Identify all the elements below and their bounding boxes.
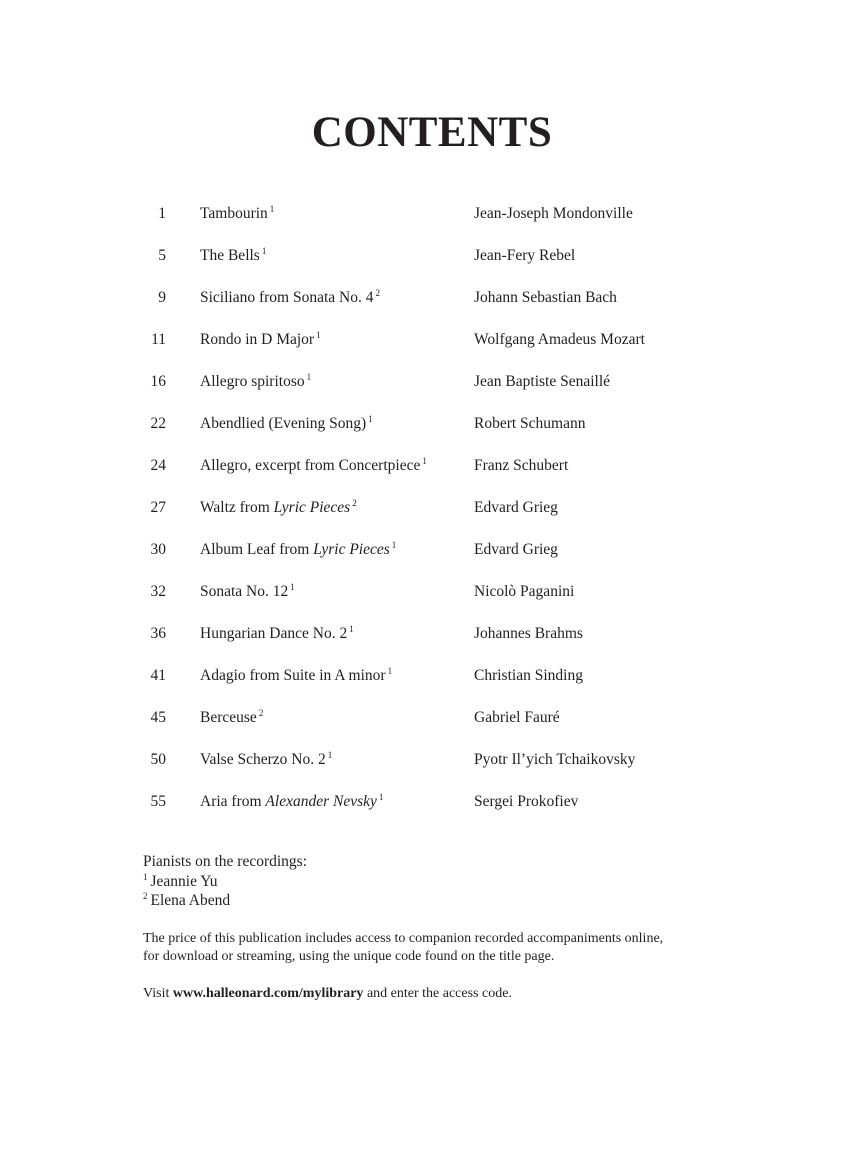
entry-page-number: 5 [158, 247, 166, 264]
entry-pianist-note: 1 [349, 624, 354, 634]
entry-pianist-note: 2 [352, 498, 357, 508]
entry-title-italic: Lyric Pieces [273, 499, 351, 516]
entry-title [200, 320, 321, 360]
entry-title [200, 740, 332, 780]
entry-title [200, 488, 357, 528]
entry-title-text: Sonata No. 12 [200, 583, 289, 600]
contents-entry [0, 320, 864, 362]
entry-pianist-note: 1 [327, 750, 333, 760]
contents-entry [0, 656, 864, 698]
contents-entry [0, 194, 864, 236]
entry-pianist-note: 1 [290, 582, 295, 592]
entry-composer: Jean-Fery Rebel [474, 247, 576, 264]
entry-title [200, 572, 295, 612]
entry-pianist-note: 1 [368, 414, 373, 424]
entry-composer: Johann Sebastian Bach [474, 289, 617, 306]
entry-title-text: Album Leaf from [200, 541, 314, 558]
contents-list [0, 194, 864, 824]
entry-page-number: 30 [150, 541, 166, 558]
pianist-mark: 1 [143, 871, 148, 882]
entry-title-text: Abendlied (Evening Song) [200, 415, 367, 432]
entry-pianist-note: 1 [306, 372, 312, 382]
contents-entry [0, 362, 864, 404]
entry-title-text: Rondo in D Major [200, 331, 315, 348]
entry-composer: Pyotr Il’yich Tchaikovsky [474, 751, 636, 768]
page-title: CONTENTS [311, 109, 553, 156]
notice-line: The price of this publication includes access to companion recorded accompaniments online, [143, 931, 664, 946]
entry-composer: Gabriel Fauré [474, 709, 560, 726]
entry-composer: Franz Schubert [474, 457, 569, 474]
entry-title [200, 362, 311, 402]
entry-page-number: 55 [150, 793, 166, 810]
entry-title [200, 530, 396, 570]
pianists-heading: Pianists on the recordings: [143, 853, 308, 870]
contents-entry [0, 782, 864, 824]
entry-pianist-note: 1 [316, 330, 321, 340]
entry-pianist-note: 1 [261, 246, 267, 256]
entry-composer: Edvard Grieg [474, 499, 558, 516]
entry-title [200, 278, 380, 318]
contents-entry [0, 278, 864, 320]
entry-title-text: Adagio from Suite in A minor [200, 667, 386, 684]
entry-title [200, 446, 427, 486]
entry-pianist-note: 1 [387, 666, 393, 676]
entry-page-number: 45 [150, 709, 166, 726]
contents-entry [0, 404, 864, 446]
pianists-section [143, 852, 307, 911]
contents-entry [0, 446, 864, 488]
entry-title-text: Berceuse [200, 709, 257, 726]
pianist-name: Elena Abend [150, 892, 231, 909]
visit-prefix: Visit [143, 986, 173, 1001]
entry-composer: Edvard Grieg [474, 541, 558, 558]
entry-page-number: 41 [150, 667, 166, 684]
entry-composer: Christian Sinding [474, 667, 583, 684]
entry-pianist-note: 2 [258, 708, 264, 718]
entry-page-number: 1 [158, 205, 166, 222]
contents-entry [0, 488, 864, 530]
entry-title [200, 194, 274, 234]
pianist-mark: 2 [143, 891, 148, 901]
entry-title-italic: Alexander Nevsky [265, 793, 377, 810]
entry-title-italic: Lyric Pieces [313, 541, 390, 558]
entry-composer: Nicolò Paganini [474, 583, 575, 600]
entry-title [200, 614, 354, 654]
entry-composer: Johannes Brahms [474, 625, 583, 642]
entry-composer: Robert Schumann [474, 415, 586, 432]
entry-pianist-note: 2 [375, 288, 380, 298]
visit-suffix: and enter the access code. [363, 986, 512, 1001]
pianist-name: Jeannie Yu [150, 872, 218, 890]
contents-entry [0, 236, 864, 278]
entry-title-text: Tambourin [200, 205, 268, 222]
entry-title-text: Hungarian Dance No. 2 [200, 625, 348, 642]
contents-entry [0, 614, 864, 656]
entry-pianist-note: 1 [269, 204, 275, 214]
contents-entry [0, 572, 864, 614]
library-link[interactable]: www.halleonard.com/mylibrary [172, 986, 364, 1001]
entry-title-text: Allegro spiritoso [200, 373, 305, 390]
entry-composer: Jean Baptiste Senaillé [474, 373, 611, 390]
entry-composer: Jean-Joseph Mondonville [474, 205, 633, 222]
entry-title [200, 656, 392, 696]
entry-page-number: 32 [150, 583, 166, 600]
contents-entry [0, 530, 864, 572]
entry-pianist-note: 1 [378, 792, 384, 802]
entry-title-text: Aria from [200, 793, 266, 810]
entry-page-number: 11 [151, 331, 166, 348]
entry-page-number: 36 [150, 625, 166, 642]
entry-page-number: 50 [150, 751, 166, 768]
entry-title-text: Siciliano from Sonata No. 4 [200, 289, 374, 306]
entry-composer: Sergei Prokofiev [474, 793, 579, 810]
visit-line [143, 985, 512, 1003]
entry-title [200, 404, 373, 444]
entry-title [200, 782, 383, 822]
entry-title-text: Allegro, excerpt from Concertpiece [200, 457, 421, 474]
entry-composer: Wolfgang Amadeus Mozart [474, 331, 645, 348]
entry-title-text: The Bells [200, 247, 260, 264]
pianist-item [143, 891, 307, 911]
entry-title [200, 698, 263, 738]
entry-title-text: Valse Scherzo No. 2 [200, 751, 326, 768]
entry-pianist-note: 1 [422, 456, 427, 466]
entry-page-number: 9 [158, 289, 166, 306]
entry-pianist-note: 1 [391, 540, 397, 550]
notice-line: for download or streaming, using the unique code found on the title page. [143, 949, 555, 964]
pianist-item [143, 872, 307, 892]
entry-page-number: 27 [150, 499, 166, 516]
entry-page-number: 22 [150, 415, 166, 432]
contents-entry [0, 698, 864, 740]
contents-entry [0, 740, 864, 782]
entry-title-text: Waltz from [200, 499, 274, 516]
entry-title [200, 236, 266, 276]
entry-page-number: 16 [150, 373, 166, 390]
entry-page-number: 24 [150, 457, 166, 474]
access-notice [143, 930, 743, 966]
